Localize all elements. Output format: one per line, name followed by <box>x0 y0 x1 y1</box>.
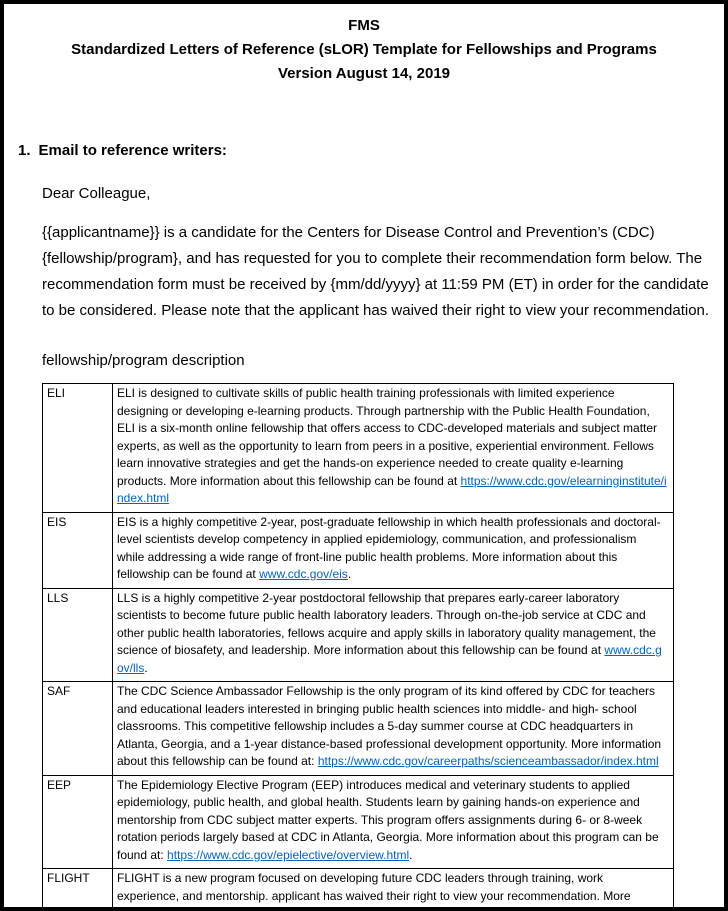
description-cell <box>113 775 674 869</box>
table-row-eep <box>43 775 674 869</box>
acronym-cell: ELI <box>43 384 113 513</box>
description-text-after: . <box>347 567 352 581</box>
acronym-cell: FLIGHT <box>43 869 113 910</box>
eli-fellowship-link[interactable]: https://www.cdc.gov/elearninginstitute/index.html <box>117 473 667 505</box>
section-heading-text: Email to reference writers: <box>38 142 227 159</box>
lls-fellowship-link[interactable]: www.cdc.gov/lls <box>117 643 662 675</box>
saf-fellowship-link[interactable]: https://www.cdc.gov/careerpaths/scienceambassador/index.html <box>317 754 659 768</box>
description-text: ELI is designed to cultivate skills of public health training professionals with limited experience designing or developing e-learning products. Through partnership with the Public Health Foundation, ELI is a six-month online fellowship that offers access to CDC-developed materials and subject matter experts, as well as the opportunity to learn from peers in a positive, experiential environment. Fellows learn innovative strategies and get the hands-on experience needed to create quality e-learning products. More information about this fellowship can be found at <box>117 386 658 488</box>
section-number: 1. <box>18 142 31 159</box>
description-text: The CDC Science Ambassador Fellowship is the only program of its kind offered by CDC for teachers and educational leaders interested in bringing public health sciences into middle- and high- school classrooms. This competitive fellowship includes a 5-day summer course at CDC headquarters in Atlanta, Georgia, and a 1-year distance-based professional development opportunity. More information about this fellowship can be found at: <box>117 684 662 768</box>
table-row-lls <box>43 588 674 682</box>
doc-title-line1: FMS <box>348 17 380 34</box>
table-row-flight <box>43 869 674 910</box>
document-title-block <box>4 14 724 86</box>
eis-fellowship-link[interactable]: www.cdc.gov/eis <box>259 567 348 581</box>
acronym-cell: EEP <box>43 775 113 869</box>
description-cell <box>113 588 674 682</box>
email-body-paragraph: {{applicantname}} is a candidate for the Centers for Disease Control and Prevention’s (CDC) {fellowship/program}, and has requested for you to complete their recommendation form below. The recommendation form must be received by {mm/dd/yyyy} at 11:59 PM (ET) in order for the candidate to be considered. Please note that the applicant has waived their right to view your recommendation. <box>42 224 710 319</box>
description-text-after: . <box>144 660 148 675</box>
description-cell <box>113 384 674 513</box>
section-heading-email-to-reference-writers <box>18 142 708 159</box>
table-row-eli <box>43 384 674 513</box>
doc-title-line2: Standardized Letters of Reference (sLOR) Template for Fellowships and Programs <box>71 41 657 58</box>
description-cell <box>113 512 674 588</box>
doc-title-line3: Version August 14, 2019 <box>277 65 451 82</box>
description-text: FLIGHT is a new program focused on developing future CDC leaders through training, work experience, and mentorship. applicant has waived their right to view your recommendation. More <box>117 871 631 903</box>
acronym-cell: SAF <box>43 682 113 776</box>
acronym-cell: EIS <box>43 512 113 588</box>
description-cell <box>113 869 674 910</box>
description-text: LLS is a highly competitive 2-year postdoctoral fellowship that prepares early-career laboratory scientists to become future public health laboratory leaders. Through on-the-job service at CDC and other public health laboratories, fellows acquire and apply skills in laboratory quality management, the science of biosafety, and leadership. More information about this fellowship can be found at <box>117 590 656 657</box>
description-text: EIS is a highly competitive 2-year, post-graduate fellowship in which health professionals and doctoral-level scientists develop competency in applied epidemiology, communication, and professionalism while addressing a wide range of front-line public health problems. More information about this fellowship can be found at <box>117 514 661 581</box>
table-row-eis <box>43 512 674 588</box>
eep-program-link[interactable]: https://www.cdc.gov/epielective/overview.html <box>167 847 410 862</box>
fellowship-description-table <box>42 383 674 910</box>
acronym-cell: LLS <box>43 588 113 682</box>
salutation: Dear Colleague, <box>42 185 151 202</box>
fellowship-description-label: fellowship/program description <box>42 352 245 369</box>
description-cell <box>113 682 674 776</box>
description-text: The Epidemiology Elective Program (EEP) introduces medical and veterinary students to applied epidemiology, public health, and global health. Students learn by gaining hands-on experience and mentorship from CDC subject matter experts. This program offers assignments during 6- or 8-week rotation periods largely based at CDC in Atlanta, Georgia. More information about this program can be found at: <box>117 777 659 862</box>
description-text-after: . <box>409 847 413 862</box>
table-row-saf <box>43 682 674 776</box>
